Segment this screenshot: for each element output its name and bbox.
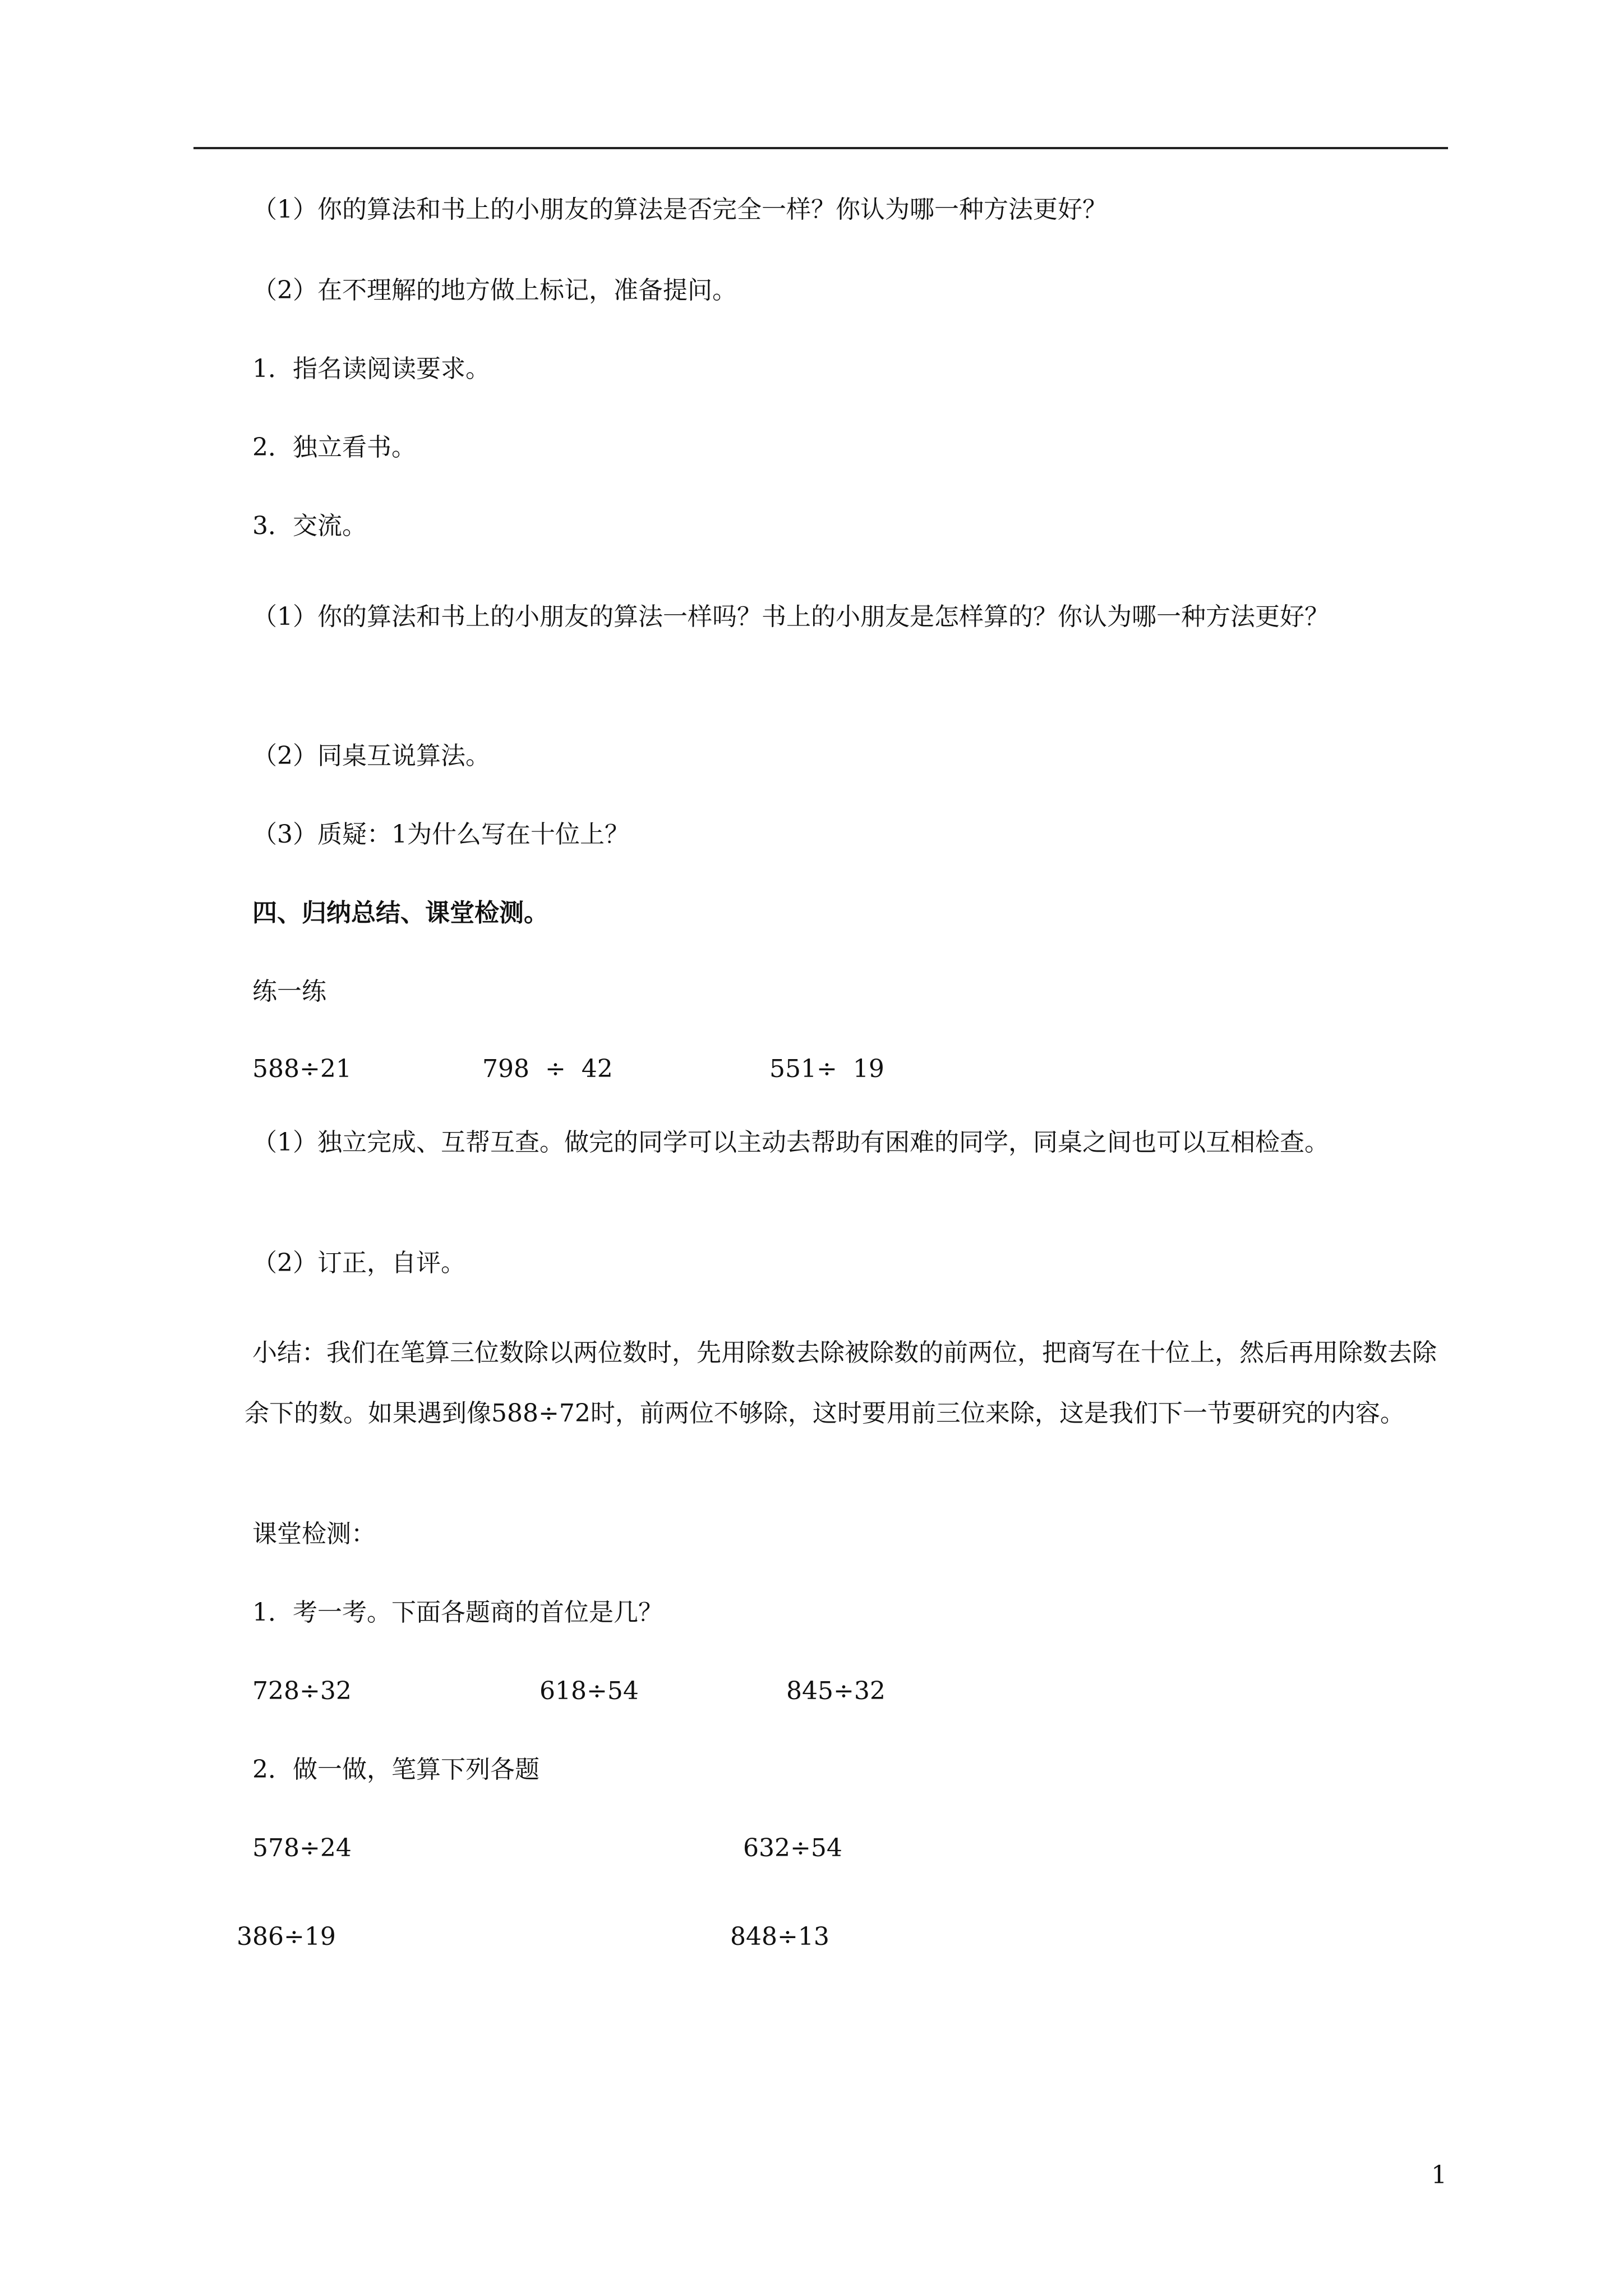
text-line: 3．交流。 bbox=[252, 512, 367, 540]
question-expression: 848÷13 bbox=[730, 1922, 829, 1951]
question-expression: 728÷32 bbox=[252, 1677, 352, 1705]
text-line: 课堂检测： bbox=[252, 1520, 376, 1548]
practice-expression: 551÷ 19 bbox=[769, 1055, 884, 1083]
practice-expression: 798 ÷ 42 bbox=[482, 1055, 613, 1083]
text-line: 2．独立看书。 bbox=[252, 433, 416, 462]
paragraph: （1）你的算法和书上的小朋友的算法一样吗？书上的小朋友是怎样算的？你认为哪一种方法更好？ bbox=[252, 602, 1329, 631]
paragraph: （1）独立完成、互帮互查。做完的同学可以主动去帮助有困难的同学，同桌之间也可以互相检查。 bbox=[252, 1128, 1329, 1157]
text-line: 1．指名读阅读要求。 bbox=[252, 355, 490, 383]
header-rule bbox=[193, 147, 1448, 149]
text-line: （2）同桌互说算法。 bbox=[252, 742, 490, 770]
question-expression: 578÷24 bbox=[252, 1834, 352, 1862]
practice-expression: 588÷21 bbox=[252, 1055, 352, 1083]
question-expression: 386÷19 bbox=[237, 1922, 336, 1951]
section-heading: 四、归纳总结、课堂检测。 bbox=[252, 899, 548, 927]
question-expression: 845÷32 bbox=[786, 1677, 886, 1705]
question-expression: 618÷54 bbox=[540, 1677, 639, 1705]
summary-paragraph: 小结：我们在笔算三位数除以两位数时，先用除数去除被除数的前两位，把商写在十位上，然后再用除数去除余下的数。如果遇到像588÷72时，前两位不够除，这时要用前三位来除，这是我们下一节要研究的内容。 bbox=[245, 1338, 1437, 1428]
text-line: （2）订正，自评。 bbox=[252, 1249, 465, 1277]
text-line: 练一练 bbox=[252, 977, 326, 1006]
text-line: 2．做一做，笔算下列各题 bbox=[252, 1755, 540, 1784]
question-expression: 632÷54 bbox=[743, 1834, 842, 1862]
text-line: （2）在不理解的地方做上标记，准备提问。 bbox=[252, 276, 737, 305]
page-number: 1 bbox=[1431, 2161, 1447, 2189]
text-line: （3）质疑：1为什么写在十位上？ bbox=[252, 820, 629, 849]
text-line: （1）你的算法和书上的小朋友的算法是否完全一样？你认为哪一种方法更好？ bbox=[252, 195, 1107, 224]
text-line: 1．考一考。下面各题商的首位是几？ bbox=[252, 1598, 663, 1627]
